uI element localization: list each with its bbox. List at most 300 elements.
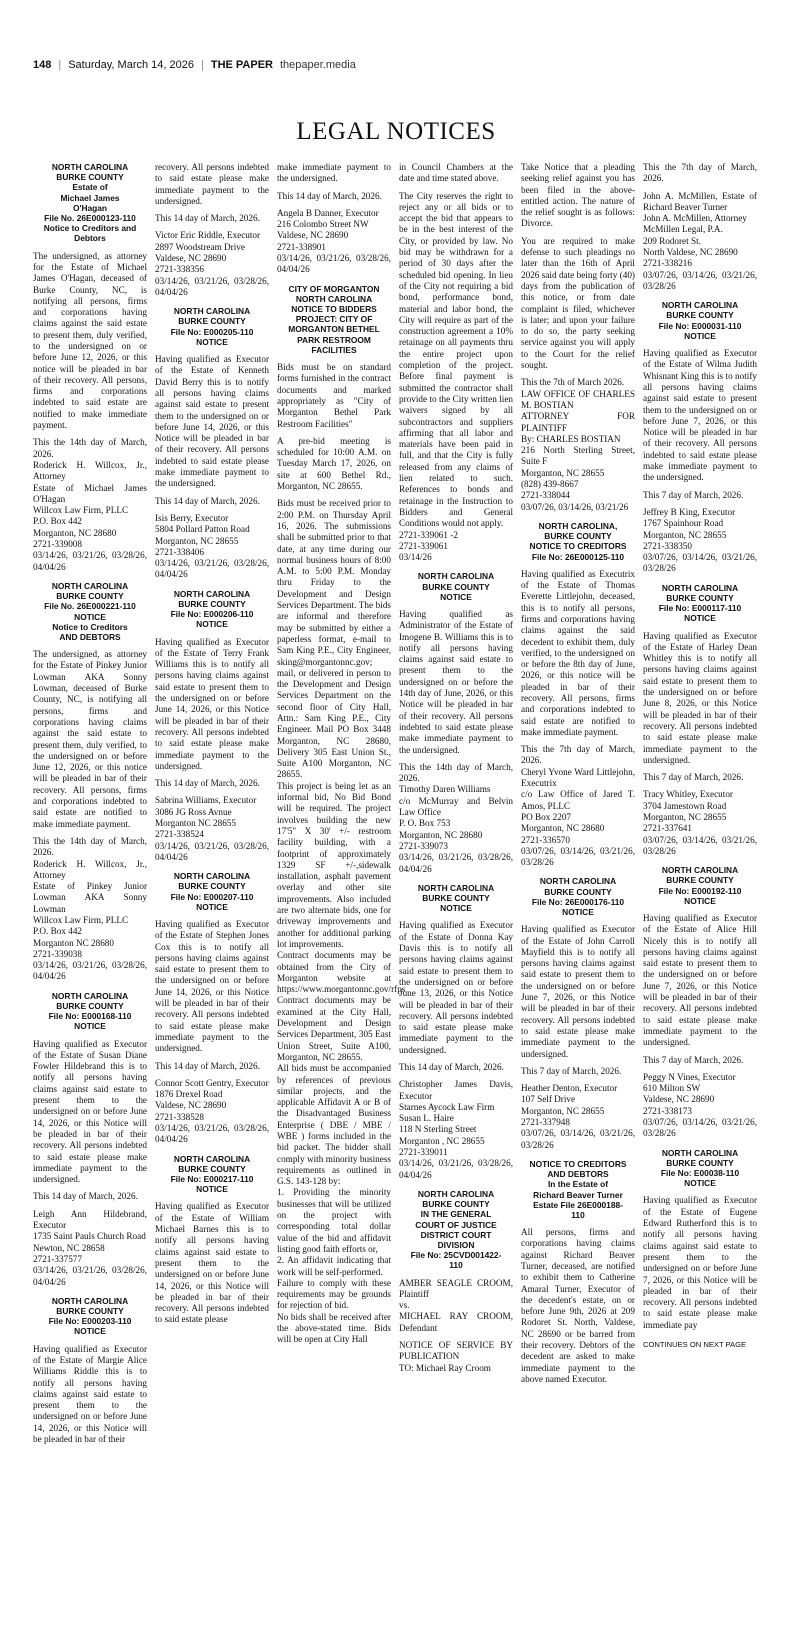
notice-line: Connor Scott Gentry, Executor xyxy=(155,1077,269,1088)
notice-heading-line: In the Estate of xyxy=(547,1179,609,1190)
notice-heading-line: NOTICE xyxy=(440,903,472,914)
page-header xyxy=(33,56,759,74)
notice-heading-line: File No: 25CVD001422- xyxy=(410,1250,502,1261)
notice-line: Morganton , NC 28655 xyxy=(399,1135,485,1146)
notice-heading-line: NOTICE xyxy=(684,1178,716,1189)
notice-heading-line: BURKE COUNTY xyxy=(56,591,124,602)
notice-line: 2721-338528 xyxy=(155,1111,204,1122)
notice-line: 03/14/26, 03/21/26, 03/28/26, 04/04/26 xyxy=(155,1123,269,1145)
notice-body: Having qualified as Executor of the Estate of William Michael Barnes this is to notify all persons having claims against said estate to present them to the undersigned on or before June 14, 2026, or this Notice will be pleaded in bar of their recovery. All persons indebted to said estate please xyxy=(155,1201,269,1325)
notice-line: This 14 day of March, 2026. xyxy=(399,1062,504,1072)
notice-body: The undersigned, as attorney for the Estate of Pinkey Junior Lowman AKA Sonny Lowman, deceased of Burke County, NC, is notifying all persons, firms and corporations having claims against the said estate to present them, duly verified, to the undersigned on or before June 12, 2026, or this notice will be pleaded in bar of their recovery. All persons, firms and corporations indebted to said estate are notified to make immediate payment. xyxy=(33,649,147,829)
notice-heading-line: NORTH CAROLINA xyxy=(173,1153,251,1164)
notice-line: 03/14/26 xyxy=(399,552,432,563)
notice-heading-line: BURKE COUNTY xyxy=(544,886,612,897)
notice-line: McMillen Legal, P.A. xyxy=(643,224,723,235)
notice-line: 03/07/26, 03/14/26, 03/21/26, 03/28/26 xyxy=(521,845,635,868)
notice-body: Having qualified as Executor of the Estate of Margie Alice Williams Riddle this is to notify all persons having claims against said estate to present them to the undersigned on or before June 14, 2026, or this Notice will be pleaded in bar of their xyxy=(33,1343,147,1444)
notice-heading-line: File No: E000217-110 xyxy=(170,1174,254,1185)
notice-heading-line: NORTH CAROLINA xyxy=(51,1295,129,1306)
notice-heading xyxy=(155,871,269,912)
notice-heading xyxy=(643,300,757,341)
notice-body: Having qualified as Executrix of the Estate of Thomas Everette Littlejohn, deceased, this is to notify all persons, firms and corporations having claims against the said decedent to exhibit them, duly verified, to the undersigned on or before the 8th day of June, 2026, or this notice will be pleaded in bar of their recovery. All persons, firms and corporations indebted to said estate are notified to make immediate payment. xyxy=(521,568,635,737)
notice-line: Morganton, NC 28680 xyxy=(33,527,117,538)
notice-line: Roderick H. Willcox, Jr., Attorney xyxy=(33,459,147,482)
notice-line: 209 Rodoret St. xyxy=(643,235,701,246)
notice-heading-line: NORTH CAROLINA xyxy=(661,582,739,593)
notice-line: 2721-337948 xyxy=(521,1117,570,1127)
notice-heading-line: DISTRICT COURT xyxy=(420,1229,492,1240)
notice-line: 2721-339061 -2 xyxy=(399,529,458,540)
notice-line: 2721-339038 xyxy=(33,948,82,959)
notice-heading-line: NORTH CAROLINA xyxy=(173,871,251,882)
notice-heading-line: NORTH CAROLINA xyxy=(51,580,129,591)
notice-line: Morganton, NC 28680 xyxy=(399,829,483,840)
notice-body: Having qualified as Executor of the Estate of John Carroll Mayfield this is to notify all persons having claims against said estate to present them to the undersigned on or before June 7, 2026, or this Notice will be pleaded in bar of their recovery. All persons indebted to said estate please make immediate payment to the undersigned. xyxy=(521,924,635,1059)
notice-line: P.O. Box 442 xyxy=(33,926,83,937)
notice-line: Morganton NC 28655 xyxy=(155,817,236,828)
notice-line: 03/14/26, 03/21/26, 03/28/26, 04/04/26 xyxy=(399,1158,513,1180)
notice-line: Valdese, NC 28690 xyxy=(643,1094,715,1105)
publication-site[interactable]: thepaper.media xyxy=(279,59,356,71)
notice-line: This 7 day of March, 2026. xyxy=(643,772,744,783)
notice-line: This 7 day of March, 2026. xyxy=(643,489,744,500)
notice-line: 03/14/26, 03/21/26, 03/28/26, 04/04/26 xyxy=(155,840,269,862)
legal-notice xyxy=(643,162,757,292)
notice-heading-line: 110 xyxy=(571,1209,585,1220)
legal-notice xyxy=(643,300,757,574)
notice-line: 03/07/26, 03/14/26, 03/21/26 xyxy=(521,501,629,512)
notice-heading-line: NORTH CAROLINA xyxy=(417,571,495,582)
notice-heading-line: COURT OF JUSTICE xyxy=(415,1219,497,1230)
issue-date: Saturday, March 14, 2026 xyxy=(68,59,194,71)
notice-heading-line: BURKE COUNTY xyxy=(666,592,734,603)
notice-heading-line: BURKE COUNTY xyxy=(422,581,490,592)
notice-heading-line: NORTH CAROLINA xyxy=(417,1188,495,1199)
notice-line: Angela B Danner, Executor xyxy=(277,207,379,218)
notice-heading xyxy=(521,521,635,562)
notice-heading-line: Michael James xyxy=(60,192,120,203)
notice-line: This the 14th day of March, 2026. xyxy=(33,437,147,459)
notice-heading xyxy=(643,865,757,906)
notice-line: 2721-338901 xyxy=(277,241,326,252)
notice-line: 2897 Woodstream Drive xyxy=(155,241,245,252)
notice-heading-line: NOTICE xyxy=(562,907,594,918)
notice-line: Willcox Law Firm, PLLC xyxy=(33,914,129,925)
notice-line: Roderick H. Willcox, Jr., Attorney xyxy=(33,858,147,880)
notice-line: 03/14/26, 03/21/26, 03/28/26, 04/04/26 xyxy=(33,1265,147,1287)
notice-heading xyxy=(155,589,269,630)
notice-heading-line: File No: E000117-110 xyxy=(658,603,742,614)
notice-line: Willcox Law Firm, PLLC xyxy=(33,505,129,516)
notice-heading-line: DIVISION xyxy=(437,1239,475,1250)
notice-line: MICHAEL RAY CROOM, Defendant xyxy=(399,1311,513,1333)
notice-line: 2721-339008 xyxy=(33,539,82,550)
notice-heading xyxy=(277,284,391,355)
notice-line: Valdese, NC 28690 xyxy=(155,253,227,264)
notice-heading-line: AND DEBTORS xyxy=(59,631,121,642)
notice-heading xyxy=(399,1189,513,1271)
notice-line: 216 Colombo Street NW xyxy=(277,219,369,230)
header-divider: | xyxy=(200,59,204,71)
notice-line: P. O. Box 753 xyxy=(399,818,451,829)
legal-notice xyxy=(155,162,269,298)
notice-heading-line: NOTICE TO BIDDERS xyxy=(291,304,377,315)
notice-line: Failure to comply with these requirements may be grounds for rejection of bid. xyxy=(277,1277,391,1311)
notice-body: This the 7th day of March, 2026. xyxy=(643,162,757,184)
notice-body: All persons, firms and corporations having claims against Richard Beaver Turner, deceased, are notified to exhibit them to Catherine Amaral Turner, Executor of the decedent's estate, on or before June 9th, 2026 at 209 Rodoret St. North, Valdese, NC 28690 or be barred from their recovery. Debtors of the decedent are asked to make immediate payment to the above named Executor. xyxy=(521,1227,635,1384)
notice-column xyxy=(33,162,147,1592)
notice-line: Jeffrey B King, Executor xyxy=(643,506,736,517)
notice-heading-line: CITY OF MORGANTON xyxy=(288,283,380,294)
notice-line: Morganton, NC 28655 xyxy=(521,467,605,478)
notice-line: Estate of Michael James O'Hagan xyxy=(33,482,147,504)
notice-line: 2721-338350 xyxy=(643,540,692,551)
notice-heading xyxy=(521,876,635,917)
notice-line: Morganton, NC 28655 xyxy=(643,811,727,822)
notice-heading-line: File No: E000168-110 xyxy=(48,1011,132,1022)
notice-line: c/o McMurray and Belvin Law Office xyxy=(399,795,513,818)
notice-column xyxy=(643,162,757,1592)
legal-notice xyxy=(521,521,635,869)
notice-line: 1735 Saint Pauls Church Road xyxy=(33,1231,146,1242)
notice-heading xyxy=(399,571,513,602)
notice-line: A pre-bid meeting is scheduled for 10:00 A.M. on Tuesday March 17, 2026, on site at 600 Bethel Rd., Morganton, NC 28655. xyxy=(277,435,391,492)
notice-heading-line: BURKE COUNTY xyxy=(56,172,124,183)
notice-heading xyxy=(521,1159,635,1220)
notice-line: Morganton NC 28680 xyxy=(33,937,114,948)
notice-heading-line: IN THE GENERAL xyxy=(420,1209,492,1220)
notice-line: 2721-338406 xyxy=(155,546,204,557)
notice-line: Tracy Whitley, Executor xyxy=(643,789,733,800)
legal-notice xyxy=(399,883,513,1181)
notice-heading-line: NOTICE TO CREDITORS xyxy=(529,541,627,552)
notice-heading xyxy=(33,1296,147,1337)
notice-line: You are required to make defense to such pleadings no later than the 16th of April 2026 said date being forty (40) days from the publication of this notice, or from date complaint is filed, whichever is later; and upon your failure to do so, the party seeking service against you will apply to the Court for the relief sought. xyxy=(521,235,635,371)
notice-heading-line: NORTH CAROLINA xyxy=(173,588,251,599)
notice-body: Having qualified as Executor of the Estate of Wilma Judith Whisnant King this is to notify all persons having claims against said estate to present them to the undersigned on or before June 7, 2026, or this Notice will be pleaded in bar of their recovery. All persons indebted to said estate please make immediate payment to the undersigned. xyxy=(643,348,757,483)
notice-heading xyxy=(155,306,269,347)
notice-line: This the 14th day of March, 2026. xyxy=(399,761,513,784)
notice-heading-line: BURKE COUNTY xyxy=(666,875,734,886)
notice-line: 2721-339073 xyxy=(399,840,448,851)
notice-heading-line: AND DEBTORS xyxy=(547,1169,609,1180)
notice-heading-line: MORGANTON BETHEL xyxy=(288,324,380,335)
notice-line: LAW OFFICE OF CHARLES M. BOSTIAN xyxy=(521,388,635,410)
notice-line: 2. An affidavit indicating that work will be self-performed. xyxy=(277,1255,391,1277)
notice-line: This the 7th of March 2026. xyxy=(521,377,625,388)
notice-line: 2721-337577 xyxy=(33,1253,82,1264)
notice-heading-line: BURKE COUNTY xyxy=(178,881,246,892)
notice-line: The City reserves the right to reject any or all bids or to accept the bid that appears to be in the best interest of the City, or provided by law. No bid may be withdrawn for a period of 30 days after the scheduled bid opening. In lieu of the City not requiring a bid bond, performance bond, material and labor bond, the City will require as part of the construction agreement a 10% retainage on all payments thru the entire project upon completion of the project. Before final payment is submitted the contractor shall provide to the City written lien waivers signed by all subcontractors and suppliers affirming that all labor and materials have been paid in full, and that the City is fully released from any claims of lien related to such. References to bonds and retainage in the Instruction to Bidders and General Conditions would not apply. xyxy=(399,190,513,529)
notice-body: make immediate payment to the undersigned. xyxy=(277,162,391,184)
notice-heading-line: NOTICE xyxy=(74,611,106,622)
notice-heading-line: NORTH CAROLINA xyxy=(417,882,495,893)
notice-heading-line: NORTH CAROLINA xyxy=(661,1147,739,1158)
notice-line: ATTORNEY FOR PLAINTIFF xyxy=(521,411,635,433)
notice-heading xyxy=(33,991,147,1032)
notice-line: 2721-338524 xyxy=(155,829,204,840)
legal-notice xyxy=(643,865,757,1139)
notice-heading-line: PARK RESTROOM xyxy=(297,334,371,345)
notice-body: Having qualified as Executor of the Estate of Harley Dean Whitley this is to notify all persons having claims against said estate to present them to the undersigned on or before June 8, 2026, or this Notice will be pleaded in bar of their recovery. All persons indebted to said estate please make immediate payment to the undersigned. xyxy=(643,630,757,765)
notice-heading-line: NOTICE xyxy=(684,613,716,624)
notice-line: 03/14/26, 03/21/26, 03/28/26, 04/04/26 xyxy=(277,253,391,275)
legal-notice xyxy=(33,1296,147,1445)
notice-column xyxy=(521,162,635,1592)
notice-heading-line: NORTH CAROLINA xyxy=(51,162,129,172)
notice-body: Having qualified as Administrator of the Estate of Imogene B. Williams this is to notify all persons having claims against said estate to present them to the undersigned on or before the 14th day of June, 2026, or this Notice will be pleaded in bar of their recovery. All persons indebted to said estate please make immediate payment to the undersigned. xyxy=(399,609,513,755)
notice-body: Having qualified as Executor of the Estate of Terry Frank Williams this is to notify all persons having claims against said estate to present them to the undersigned on or before June 14, 2026, or this Notice will be pleaded in bar of their recovery. All persons indebted to said estate please make immediate payment to the undersigned. xyxy=(155,636,269,771)
notice-heading xyxy=(399,883,513,914)
notice-line: By: CHARLES BOSTIAN xyxy=(521,433,621,444)
legal-notice xyxy=(155,1154,269,1326)
notice-line: This project is being let as an informal bid, No Bid Bond will be required. The project involves building the new 17'5" X 30' +/- restroom facility building, with a footprint of approximately 1329 SF +/-,sidewalk installation, asphalt pavement overlay and other site improvements. Also included are two alternate bids, one for driveway improvements and another for additional parking lot improvements. xyxy=(277,780,391,949)
page-number: 148 xyxy=(33,59,52,71)
notice-line: No bids shall be received after the above-stated time. Bids will be open at City Hall xyxy=(277,1311,391,1345)
notice-line: TO: Michael Ray Croom xyxy=(399,1362,491,1373)
notice-line: Christopher James Davis, Executor xyxy=(399,1079,513,1101)
notice-heading-line: O'Hagan xyxy=(72,202,108,213)
notice-heading-line: File No. 26E000221-110 xyxy=(44,601,136,612)
notice-heading-line: File No: E000205-110 xyxy=(170,326,254,337)
notice-body: Having qualified as Executor of the Estate of Eugene Edward Rutherford this is to notify all persons having claims against said estate to present them to the undersigned on or before June 7, 2026, or this Notice will be pleaded in bar of their recovery. All persons indebted to said estate please make immediate pay xyxy=(643,1195,757,1330)
notice-line: Valdese, NC 28690 xyxy=(155,1100,227,1111)
notice-heading-line: NORTH CAROLINA xyxy=(295,293,373,304)
legal-notice xyxy=(399,162,513,563)
notice-line: 03/07/26, 03/14/26, 03/21/26, 03/28/26 xyxy=(643,552,757,574)
notice-heading-line: NOTICE xyxy=(74,1326,106,1337)
notice-line: 03/14/26, 03/21/26, 03/28/26, 04/04/26 xyxy=(155,558,269,580)
notice-line: 03/07/26, 03/14/26, 03/21/26, 03/28/26 xyxy=(643,269,757,291)
notice-body: Having qualified as Executor of the Estate of Stephen Jones Cox this is to notify all persons having claims against said estate to present them to the undersigned on or before June 14, 2026, or this Notice will be pleaded in bar of their recovery. All persons indebted to said estate please make immediate payment to the undersigned. xyxy=(155,918,269,1054)
notice-line: John A. McMillen, Attorney xyxy=(643,213,747,224)
notice-line: (828) 439-8667 xyxy=(521,479,579,490)
notice-heading-line: FACILITIES xyxy=(311,344,357,355)
notice-body: Take Notice that a pleading seeking relief against you has been filed in the above-entitled action. The nature of the relief sought is as follows: Divorce. xyxy=(521,162,635,229)
notice-line: Estate of Pinkey Junior Lowman AKA Sonny Lowman xyxy=(33,881,147,914)
notice-line: 03/14/26, 03/21/26, 03/28/26, 04/04/26 xyxy=(399,852,513,874)
notice-line: Morganton, NC 28655 xyxy=(521,1105,605,1116)
notice-line: 2721-339061 xyxy=(399,540,448,551)
notice-heading-line: NOTICE xyxy=(74,1021,106,1032)
notice-line: Valdese, NC 28690 xyxy=(277,230,349,241)
notice-line: 03/14/26, 03/21/26, 03/28/26, 04/04/26 xyxy=(33,960,147,982)
notice-heading-line: NORTH CAROLINA xyxy=(539,876,617,887)
notice-heading-line: BURKE COUNTY xyxy=(56,1000,124,1011)
notice-heading-line: NORTH CAROLINA xyxy=(661,300,739,311)
notice-line: 2721-338356 xyxy=(155,264,204,275)
notice-body: recovery. All persons indebted to said estate please make immediate payment to the undersigned. xyxy=(155,162,269,206)
notice-line: c/o Law Office of Jared T. Amos, PLLC xyxy=(521,789,635,811)
notice-line: 2721-337641 xyxy=(643,823,692,834)
notice-body: The undersigned, as attorney for the Estate of Michael James O'Hagan, deceased of Burke County, NC, is notifying all persons, firms and corporations having claims against the said estate to present them, duly verified, to the undersigned on or before June 12, 2026, or this notice will be pleaded in bar of their recovery. All persons, firms and corporations indebted to said estate are notified to make immediate payment. xyxy=(33,250,147,431)
legal-notice xyxy=(399,1189,513,1374)
notice-line: Newton, NC 28658 xyxy=(33,1242,105,1253)
notice-line: Heather Denton, Executor xyxy=(521,1083,618,1094)
header-divider: | xyxy=(58,59,62,71)
legal-notice xyxy=(521,876,635,1150)
notice-line: Victor Eric Riddle, Executor xyxy=(155,230,261,241)
notice-line: P.O. Box 442 xyxy=(33,516,83,527)
notice-heading-line: Notice to Creditors and xyxy=(43,223,137,234)
notice-line: Bids must be received prior to 2:00 P.M. on Thursday April 16, 2026. The submissions shall be submitted prior to that date, at any time during our normal business hours of 8:00 A.M. to 5:00 P.M. Monday thru Friday to the Development and Design Services Department. The bids are informal and therefore may be submitted by either a paperless format, e-mail to Sam King P.E., City Engineer, sking@morgantonnc.gov; mail, or delivered in person to the Development and Design Services Department on the second floor of City Hall, Attn.: Sam King P.E., City Engineer. Mail PO Box 3448 Morganton, NC 28680, Delivery 305 East Union St., Suite A100 Morganton, NC 28655. xyxy=(277,498,391,780)
notice-line: This 14 day of March, 2026. xyxy=(155,1060,260,1071)
notice-heading-line: BURKE COUNTY xyxy=(178,316,246,327)
notice-heading-line: NORTH CAROLINA xyxy=(173,306,251,317)
notice-line: 2721-336570 xyxy=(521,834,570,845)
notice-line: NOTICE OF SERVICE BY PUBLICATION xyxy=(399,1340,513,1362)
notice-heading-line: BURKE COUNTY xyxy=(666,310,734,321)
notice-heading-line: File No. 26E000123-110 xyxy=(44,213,136,224)
notice-heading xyxy=(33,581,147,642)
notice-line: 3086 JG Ross Avnue xyxy=(155,806,232,817)
notice-heading-line: BURKE COUNTY xyxy=(666,1157,734,1168)
notice-heading-line: Estate File 26E000188- xyxy=(533,1199,623,1210)
notice-line: 03/14/26, 03/21/26, 03/28/26, 04/04/26 xyxy=(33,550,147,572)
notice-heading-line: NOTICE xyxy=(684,330,716,341)
legal-notice xyxy=(399,571,513,874)
legal-notice xyxy=(277,162,391,276)
legal-notice xyxy=(155,589,269,863)
notice-heading-line: NORTH CAROLINA xyxy=(661,865,739,876)
notice-line: Susan L. Haire xyxy=(399,1113,454,1124)
notice-line: This the 14th day of March, 2026. xyxy=(33,835,147,858)
notice-line: 2721-338173 xyxy=(643,1105,692,1116)
notice-heading-line: File No: E000207-110 xyxy=(170,891,254,902)
notice-line: Cheryl Yvone Ward Littlejohn, Executrix xyxy=(521,766,635,789)
publication-name: THE PAPER xyxy=(210,59,273,71)
notice-heading-line: BURKE COUNTY xyxy=(422,1199,490,1210)
notice-line: 118 N Sterling Street xyxy=(399,1124,477,1135)
legal-notice xyxy=(521,1159,635,1385)
notice-heading-line: NOTICE xyxy=(196,619,228,630)
notice-heading-line: NOTICE TO CREDITORS xyxy=(529,1158,627,1169)
notice-line: Morganton, NC 28655 xyxy=(155,535,239,546)
notice-heading-line: 110 xyxy=(449,1260,463,1271)
notice-line: 03/07/26, 03/14/26, 03/21/26, 03/28/26 xyxy=(643,1117,757,1139)
notice-line: Morganton, NC 28680 xyxy=(521,823,605,834)
notice-heading-line: File No: E000203-110 xyxy=(48,1316,132,1327)
notice-line: vs. xyxy=(399,1300,410,1311)
notice-line: 03/07/26, 03/14/26, 03/21/26, 03/28/26 xyxy=(521,1128,635,1150)
notice-heading-line: Notice to Creditors xyxy=(52,621,128,632)
notice-heading-line: BURKE COUNTY xyxy=(178,598,246,609)
notice-line: Contract documents may be obtained from the City of Morganton website at https://www.morgantonnc.gov/rfps xyxy=(277,950,406,995)
notice-line: This 7 day of March, 2026. xyxy=(521,1065,622,1076)
notice-heading-line: PROJECT: CITY OF xyxy=(295,314,373,325)
legal-notice xyxy=(155,871,269,1145)
notice-line: 610 Milton SW xyxy=(643,1083,701,1094)
legal-notice xyxy=(33,581,147,983)
notice-heading-line: BURKE COUNTY xyxy=(544,531,612,542)
notice-line: 1767 Spainhour Road xyxy=(643,518,724,529)
notice-line: Starnes Aycock Law Firm xyxy=(399,1101,495,1112)
notice-line: Isis Berry, Executor xyxy=(155,512,229,523)
legal-notice xyxy=(33,991,147,1288)
notice-line: This 14 day of March, 2026. xyxy=(155,213,260,224)
notice-body: Having qualified as Executor of the Estate of Susan Diane Fowler Hildebrand this is to notify all persons having claims against said estate to present them to the undersigned on or before June 14, 2026, or this Notice will be pleaded in bar of their recovery. All persons indebted to said estate please make immediate payment to the undersigned. xyxy=(33,1038,147,1185)
notice-line: 2721-338216 xyxy=(643,258,692,269)
notice-line: John A. McMillen, Estate of Richard Beaver Turner xyxy=(643,190,757,212)
notice-line: Leigh Ann Hildebrand, Executor xyxy=(33,1208,147,1231)
notice-line: 1876 Drexel Road xyxy=(155,1089,223,1100)
notice-heading-line: Estate of xyxy=(72,182,108,193)
legal-notice xyxy=(643,1148,757,1331)
notice-column xyxy=(155,162,269,1592)
notice-heading-line: Richard Beaver Turner xyxy=(533,1189,623,1200)
section-title: LEGAL NOTICES xyxy=(296,118,496,145)
notice-line: 03/14/26, 03/21/26, 03/28/26, 04/04/26 xyxy=(155,275,269,297)
notice-line: 107 Self Drive xyxy=(521,1094,576,1105)
notice-heading-line: BURKE COUNTY xyxy=(422,893,490,904)
legal-notice xyxy=(155,306,269,580)
notice-heading-line: NOTICE xyxy=(196,901,228,912)
notice-body: Having qualified as Executor of the Estate of Alice Hill Nicely this is to notify all persons having claims against said estate to present them to the undersigned on or before June 7, 2026, or this Notice will be pleaded in bar of their recovery. All persons indebted to said estate please make immediate payment to the undersigned. xyxy=(643,912,757,1048)
notice-heading-line: File No: E000206-110 xyxy=(170,609,254,620)
notice-line: This 7 day of March, 2026. xyxy=(643,1054,744,1065)
legal-notices-columns xyxy=(33,162,760,1592)
notice-heading xyxy=(643,1148,757,1189)
notice-heading xyxy=(155,1154,269,1195)
notice-heading-line: NOTICE xyxy=(196,336,228,347)
notice-line: Sabrina Williams, Executor xyxy=(155,795,257,806)
notice-line: North Valdese, NC 28690 xyxy=(643,247,738,258)
notice-line: AMBER SEAGLE CROOM, Plaintiff xyxy=(399,1277,513,1299)
notice-heading-line: NORTH CAROLINA, xyxy=(538,520,618,531)
notice-heading xyxy=(643,583,757,624)
notice-line: 2721-339011 xyxy=(399,1147,448,1158)
legal-notice xyxy=(33,162,147,573)
notice-line: This 14 day of March, 2026. xyxy=(33,1191,138,1202)
legal-notice xyxy=(521,162,635,513)
notice-line: 1. Providing the minority businesses that will be utilized on the project with corresponding total dollar value of the bid and affidavit listing good faith efforts or, xyxy=(277,1187,391,1254)
notice-body: Having qualified as Executor of the Estate of Kenneth David Berry this is to notify all persons having claims against said estate to present them to the undersigned on or before June 14, 2026, or this Notice will be pleaded in bar of their recovery. All persons indebted to said estate please make immediate payment to the undersigned. xyxy=(155,354,269,489)
notice-heading-line: File No: E00038-110 xyxy=(660,1168,740,1179)
notice-line: This 14 day of March, 2026. xyxy=(277,190,382,201)
notice-line: This 14 day of March, 2026. xyxy=(155,778,260,789)
notice-heading-line: BURKE COUNTY xyxy=(178,1163,246,1174)
notice-heading-line: File No: 26E000125-110 xyxy=(531,551,625,562)
notice-heading-line: File No: 26E000176-110 xyxy=(531,896,625,907)
notice-line: 216 North Sterling Street, Suite F xyxy=(521,445,635,467)
notice-heading-line: File No: E000031-110 xyxy=(658,320,742,331)
notice-column xyxy=(399,162,513,1592)
notice-heading-line: BURKE COUNTY xyxy=(56,1306,124,1317)
notice-heading-line: NOTICE xyxy=(440,591,472,602)
notice-heading-line: NOTICE xyxy=(196,1184,228,1195)
notice-line: This 14 day of March, 2026. xyxy=(155,495,260,506)
notice-line: Morganton, NC 28655 xyxy=(643,529,727,540)
notice-body: Bids must be on standard forms furnished in the contract documents and marked appropriately as "City of Morganton Bethel Park Restroom Facilities" xyxy=(277,362,391,429)
notice-heading-line: NOTICE xyxy=(684,895,716,906)
notice-line: This the 7th day of March, 2026. xyxy=(521,744,635,766)
notice-line: 5804 Pollard Patton Road xyxy=(155,524,250,535)
continues-footer: CONTINUES ON NEXT PAGE xyxy=(643,1340,747,1349)
notice-heading xyxy=(33,162,147,244)
notice-heading-line: NORTH CAROLINA xyxy=(51,990,129,1001)
notice-body: in Council Chambers at the date and time stated above. xyxy=(399,162,513,184)
legal-notice xyxy=(643,583,757,857)
notice-line: 3704 Jamestown Road xyxy=(643,800,727,811)
notice-line: Contract documents may be examined at the City Hall, Development and Design Services Department, 305 East Union Street, Suite A100, Morganton, NC 28655. xyxy=(277,995,391,1062)
notice-heading-line: File No: E000192-110 xyxy=(658,885,742,896)
notice-line: PO Box 2207 xyxy=(521,811,572,822)
notice-line: 03/07/26, 03/14/26, 03/21/26, 03/28/26 xyxy=(643,834,757,856)
notice-heading-line: Debtors xyxy=(74,233,106,244)
notice-line: Timothy Daren Williams xyxy=(399,784,491,795)
notice-line: All bids must be accompanied by references of previous similar projects, and the applicable Affidavit A or B of the Disadvantaged Business Enterprise ( DBE / MBE / WBE ) forms included in the bid packet. The bidder shall comply with minority business requirements as outlined in G.S. 143-128 by: xyxy=(277,1063,391,1187)
